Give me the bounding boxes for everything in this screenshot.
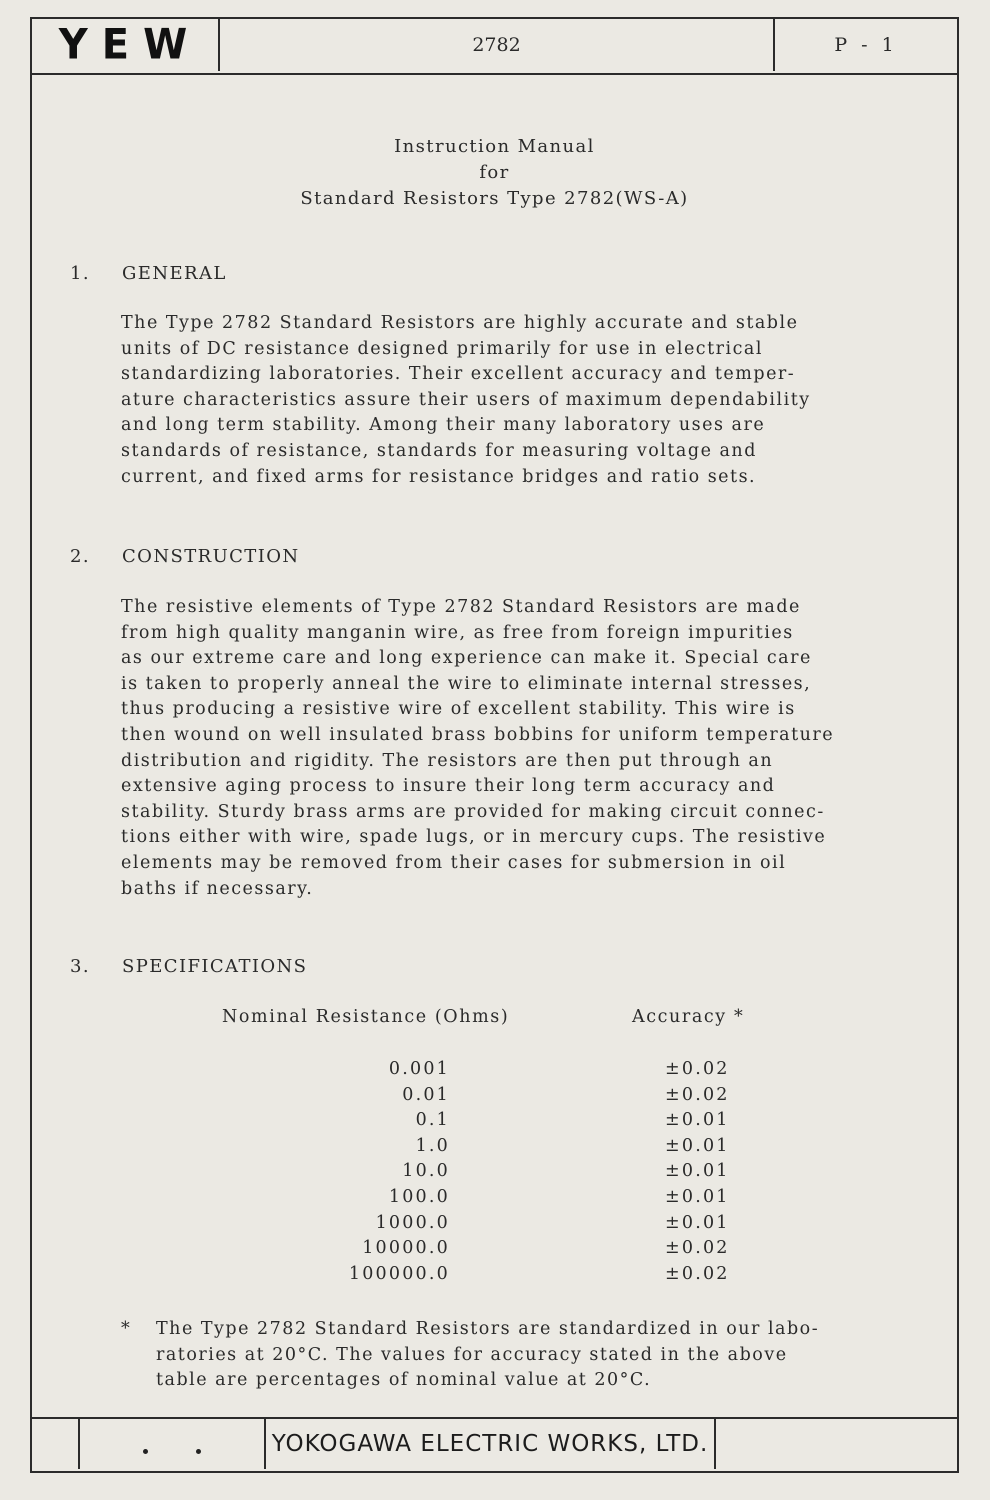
section-number: 3. — [70, 956, 90, 977]
spec-row — [32, 1264, 957, 1290]
title-line-3: Standard Resistors Type 2782(WS-A) — [300, 188, 689, 209]
paragraph-line: current, and fixed arms for resistance bridges and ratio sets. — [121, 466, 757, 487]
section-title: SPECIFICATIONS — [122, 956, 308, 977]
accuracy-value: ±0.02 — [665, 1059, 730, 1079]
paragraph-line: distribution and rigidity. The resistors are then put through an — [121, 750, 774, 771]
paragraph-line: standards of resistance, standards for measuring voltage and — [121, 440, 757, 461]
paragraph-line: thus producing a resistive wire of excellent stability. This wire is — [121, 699, 796, 720]
accuracy-value: ±0.01 — [665, 1187, 730, 1207]
accuracy-value: ±0.02 — [665, 1238, 730, 1259]
accuracy-value: ±0.01 — [665, 1135, 730, 1156]
nominal-resistance-value: 10.0 — [402, 1161, 450, 1182]
paragraph-line: units of DC resistance designed primarily for use in electrical — [121, 338, 763, 359]
section-heading-specifications — [70, 956, 307, 977]
header-row — [32, 19, 957, 75]
accuracy-value: ±0.01 — [665, 1110, 730, 1131]
section-title: CONSTRUCTION — [122, 546, 300, 567]
paragraph-line: is taken to properly anneal the wire to eliminate internal stresses, — [121, 673, 812, 694]
section-number: 1. — [70, 263, 90, 284]
nominal-resistance-value: 0.001 — [388, 1059, 450, 1079]
footer-row — [32, 1417, 957, 1471]
page-number-cell — [775, 19, 957, 71]
logo-cell — [32, 19, 220, 71]
column-header-resistance: Nominal Resistance (Ohms) — [222, 1007, 510, 1027]
section-heading-general — [70, 263, 227, 284]
spec-row — [32, 1187, 957, 1213]
spec-row — [32, 1059, 957, 1085]
title-line-1: Instruction Manual — [394, 136, 595, 157]
paragraph-line: baths if necessary. — [121, 878, 314, 899]
model-number-cell — [220, 19, 775, 71]
nominal-resistance-value: 1000.0 — [375, 1212, 450, 1233]
spec-row — [32, 1238, 957, 1264]
company-name: YOKOGAWA ELECTRIC WORKS, LTD. — [271, 1431, 709, 1457]
company-logo: YEW — [58, 20, 202, 70]
dots-mark — [143, 1449, 201, 1454]
paragraph-line: then wound on well insulated brass bobbins for uniform temperature — [121, 724, 835, 745]
nominal-resistance-value: 100000.0 — [348, 1263, 450, 1284]
paragraph-line: stability. Sturdy brass arms are provided for making circuit connec- — [121, 801, 825, 822]
nominal-resistance-value: 0.1 — [415, 1110, 450, 1131]
accuracy-value: ±0.01 — [665, 1212, 730, 1233]
page-number: P - 1 — [834, 34, 898, 56]
section-heading-construction — [70, 546, 300, 567]
dot-mark — [196, 1449, 201, 1454]
paragraph-line: standardizing laboratories. Their excellent accuracy and temper- — [121, 364, 796, 385]
model-number: 2782 — [472, 34, 521, 56]
paragraph-line: extensive aging process to insure their long term accuracy and — [121, 776, 776, 797]
nominal-resistance-value: 10000.0 — [362, 1238, 450, 1259]
nominal-resistance-value: 100.0 — [388, 1187, 450, 1207]
section-title: GENERAL — [122, 263, 227, 284]
section-number: 2. — [70, 546, 90, 567]
spec-row — [32, 1161, 957, 1187]
document-title — [32, 134, 957, 212]
spec-row — [32, 1213, 957, 1239]
paragraph-line: ature characteristics assure their users of maximum dependability — [121, 389, 811, 410]
footnote-line: ratories at 20°C. The values for accuracy stated in the above — [156, 1344, 788, 1365]
accuracy-value: ±0.02 — [665, 1084, 730, 1105]
spec-row — [32, 1110, 957, 1136]
paragraph-line: and long term stability. Among their many laboratory uses are — [121, 415, 766, 436]
footer-company-cell — [266, 1419, 716, 1469]
document-page — [30, 17, 959, 1473]
nominal-resistance-value: 1.0 — [415, 1135, 450, 1156]
paragraph-line: elements may be removed from their cases for submersion in oil — [121, 852, 787, 873]
dot-mark — [143, 1449, 148, 1454]
paragraph-line: tions either with wire, spade lugs, or in mercury cups. The resistive — [121, 827, 827, 848]
general-paragraph — [121, 311, 951, 490]
spec-row — [32, 1085, 957, 1111]
paragraph-line: as our extreme care and long experience can make it. Special care — [121, 648, 812, 669]
footnote-marker: * — [121, 1319, 132, 1339]
footnote-text — [156, 1317, 819, 1394]
accuracy-value: ±0.02 — [665, 1263, 730, 1284]
title-line-2: for — [479, 162, 510, 183]
footnote-line: The Type 2782 Standard Resistors are standardized in our labo- — [156, 1319, 820, 1339]
construction-paragraph — [121, 595, 951, 902]
footer-blank-cell — [32, 1419, 80, 1469]
footer-dots-cell — [80, 1419, 266, 1469]
nominal-resistance-value: 0.01 — [402, 1084, 450, 1105]
paragraph-line: The resistive elements of Type 2782 Standard Resistors are made — [121, 597, 801, 617]
paragraph-line: from high quality manganin wire, as free from foreign impurities — [121, 622, 794, 643]
footnote-line: table are percentages of nominal value at 20°C. — [156, 1370, 652, 1391]
column-header-accuracy: Accuracy * — [632, 1007, 745, 1027]
spec-row — [32, 1136, 957, 1162]
paragraph-line: The Type 2782 Standard Resistors are highly accurate and stable — [121, 313, 799, 333]
accuracy-value: ±0.01 — [665, 1161, 730, 1182]
